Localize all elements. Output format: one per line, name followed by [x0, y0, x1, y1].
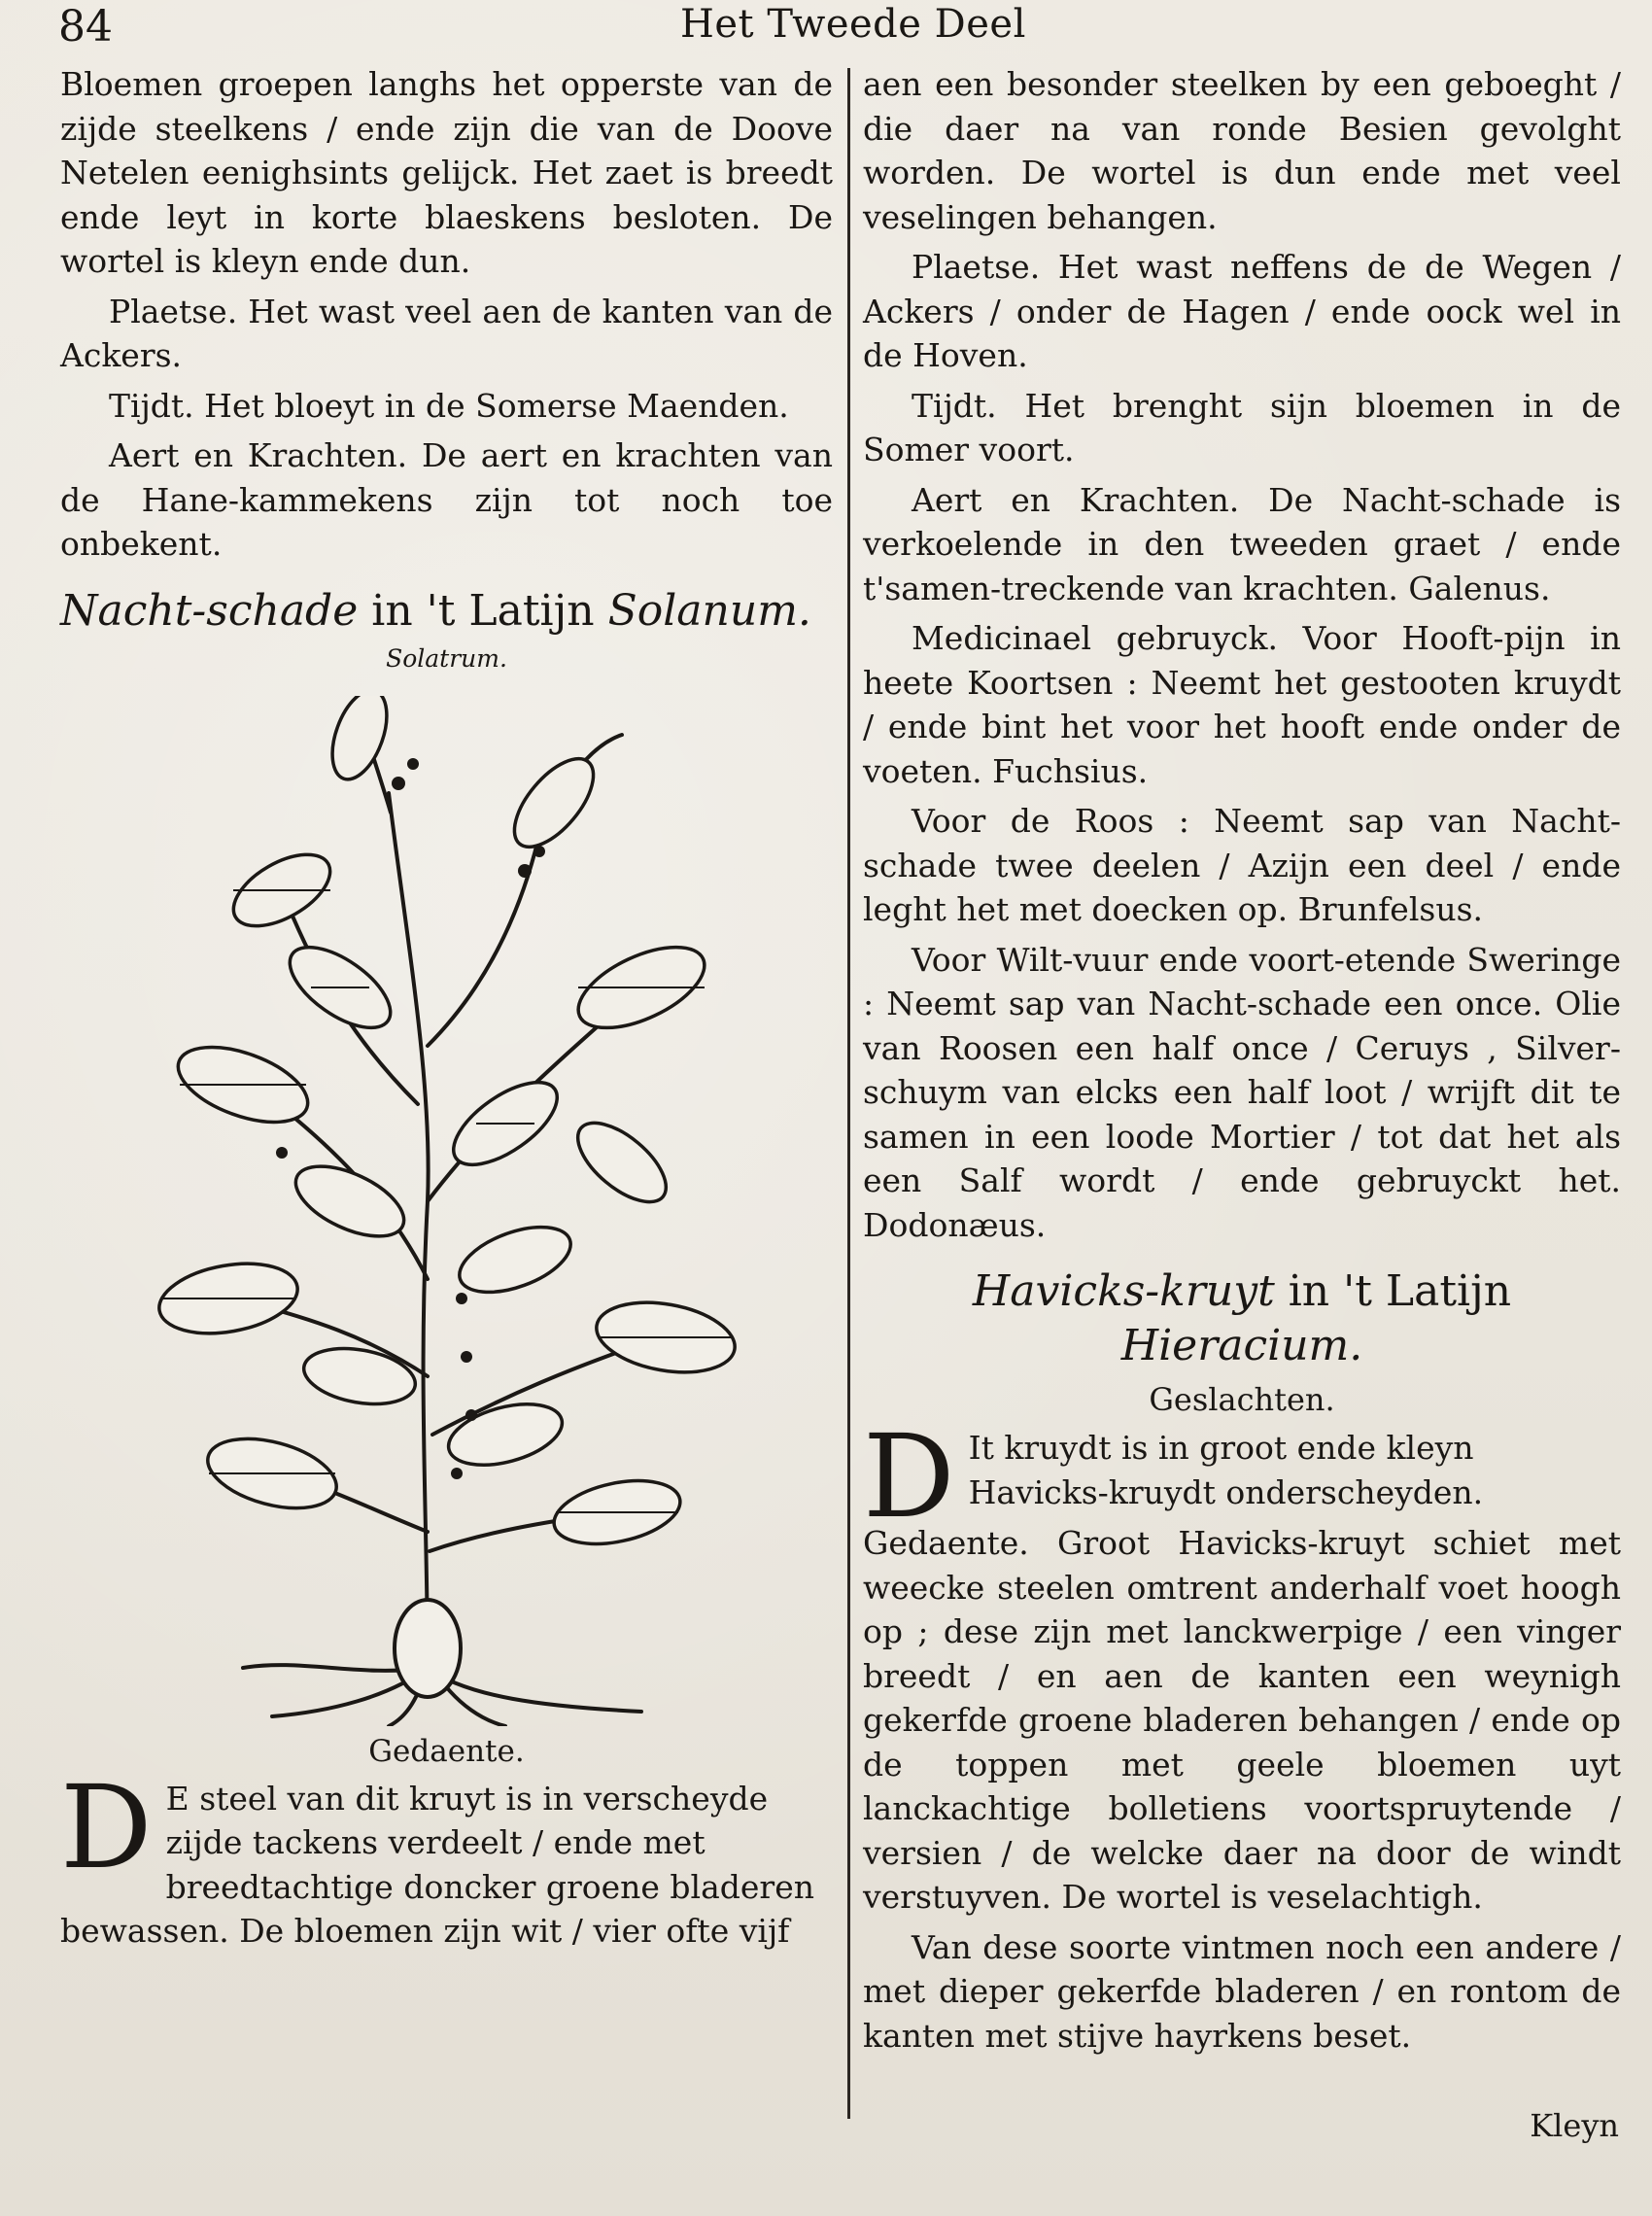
section-subheading: Solatrum.: [386, 643, 507, 673]
right-paragraph-6: Voor de Roos : Neemt sap van Nacht-schade twee deelen / Azijn een deel / ende leght het met doecken op. Brunfelsus.: [863, 802, 1621, 928]
section-heading-nachtschade: [60, 584, 833, 639]
page-number: 84: [58, 2, 113, 52]
heading-latin: Solanum.: [607, 585, 811, 636]
catchword: Kleyn: [1530, 2107, 1619, 2144]
illustration-caption: Gedaente.: [368, 1733, 525, 1769]
right-paragraph-4: Aert en Krachten. De Nacht-schade is verkoelende in den tweeden graet / ende t'samen-treckende van krachten. Galenus.: [863, 480, 1621, 607]
right-paragraph-9: Gedaente. Groot Havicks-kruyt schiet met weecke steelen omtrent anderhalf voet hoogh op ; dese zijn met lanckwerpige / een vinger breedt / en aen de kanten een weynigh gekerfde groene bladeren behangen / ende op de toppen met geele bloemen uyt lanckachtige bolletiens voortspruytende / versien / de welcke daer na door de windt verstuyven. De wortel is veselachtigh.: [863, 1524, 1621, 1916]
right-paragraph-2: Plaetse. Het wast neffens de de Wegen / Ackers / onder de Hagen / ende oock wel in de Hoven.: [863, 248, 1621, 374]
left-dropcap-paragraph: [60, 1759, 833, 1954]
left-paragraph-1: Bloemen groepen langhs het opperste van de zijde steelkens / ende zijn die van de Doove Netelen eenighsints gelijck. Het zaet is breedt ende leyt in korte blaeskens besloten. De wortel is kleyn ende dun.: [60, 65, 833, 280]
nightshade-woodcut-illustration: [136, 696, 758, 1726]
right-paragraph-8: It kruydt is in groot ende kleyn Havicks-kruydt onderscheyden.: [968, 1429, 1484, 1511]
right-dropcap-paragraph: [863, 1409, 1621, 1543]
left-paragraph-4: Aert en Krachten. De aert en krachten van de Hane-kammekens zijn tot noch toe onbekent.: [60, 436, 833, 563]
left-paragraph-3: Tijdt. Het bloeyt in de Somerse Maenden.: [109, 386, 789, 425]
drop-capital: D: [863, 1409, 955, 1543]
heading-connector: in 't Latijn: [358, 585, 608, 636]
right-paragraph-10: Van dese soorte vintmen noch een andere / met dieper gekerfde bladeren / en rontom de kanten met stijve hayrkens beset.: [863, 1927, 1621, 2055]
right-paragraph-5: Medicinael gebruyck. Voor Hooft-pijn in heete Koortsen : Neemt het gestooten kruydt / ende bint het voor het hooft ende onder de voeten. Fuchsius.: [863, 619, 1621, 790]
right-column: [863, 62, 1621, 2063]
column-divider: [847, 68, 850, 2119]
section-subheading: Geslachten.: [1149, 1381, 1335, 1418]
left-column: [60, 62, 833, 1954]
heading-latin: Hieracium.: [1120, 1321, 1363, 1370]
heading-term: Nacht-schade: [60, 585, 359, 636]
right-paragraph-3: Tijdt. Het brenght sijn bloemen in de Somer voort.: [863, 386, 1621, 468]
left-paragraph-5: E steel van dit kruyt is in verscheyde zijde tackens verdeelt / ende met breedtachtige doncker groene bladeren bewassen. De bloemen zijn wit / vier ofte vijf: [60, 1779, 814, 1950]
right-paragraph-7: Voor Wilt-vuur ende voort-etende Sweringe : Neemt sap van Nacht-schade een once. Olie van Roosen een half once / Ceruys , Silver-schuym van elcks een half loot / wrijft dit te samen in een loode Mortier / tot dat het als een Salf wordt / ende gebruyckt het. Dodonæus.: [863, 940, 1621, 1244]
running-head: Het Tweede Deel: [680, 2, 1026, 47]
heading-term: Havicks-kruyt: [972, 1266, 1275, 1316]
right-paragraph-1: aen een besonder steelken by een geboeght / die daer na van ronde Besien gevolght worden. De wortel is dun ende met veel veselingen behangen.: [863, 65, 1621, 236]
left-paragraph-2: Plaetse. Het wast veel aen de kanten van de Ackers.: [60, 292, 833, 374]
drop-capital: D: [60, 1759, 153, 1894]
section-heading-havickskruyt: [863, 1264, 1621, 1373]
heading-connector: in 't Latijn: [1274, 1266, 1512, 1316]
